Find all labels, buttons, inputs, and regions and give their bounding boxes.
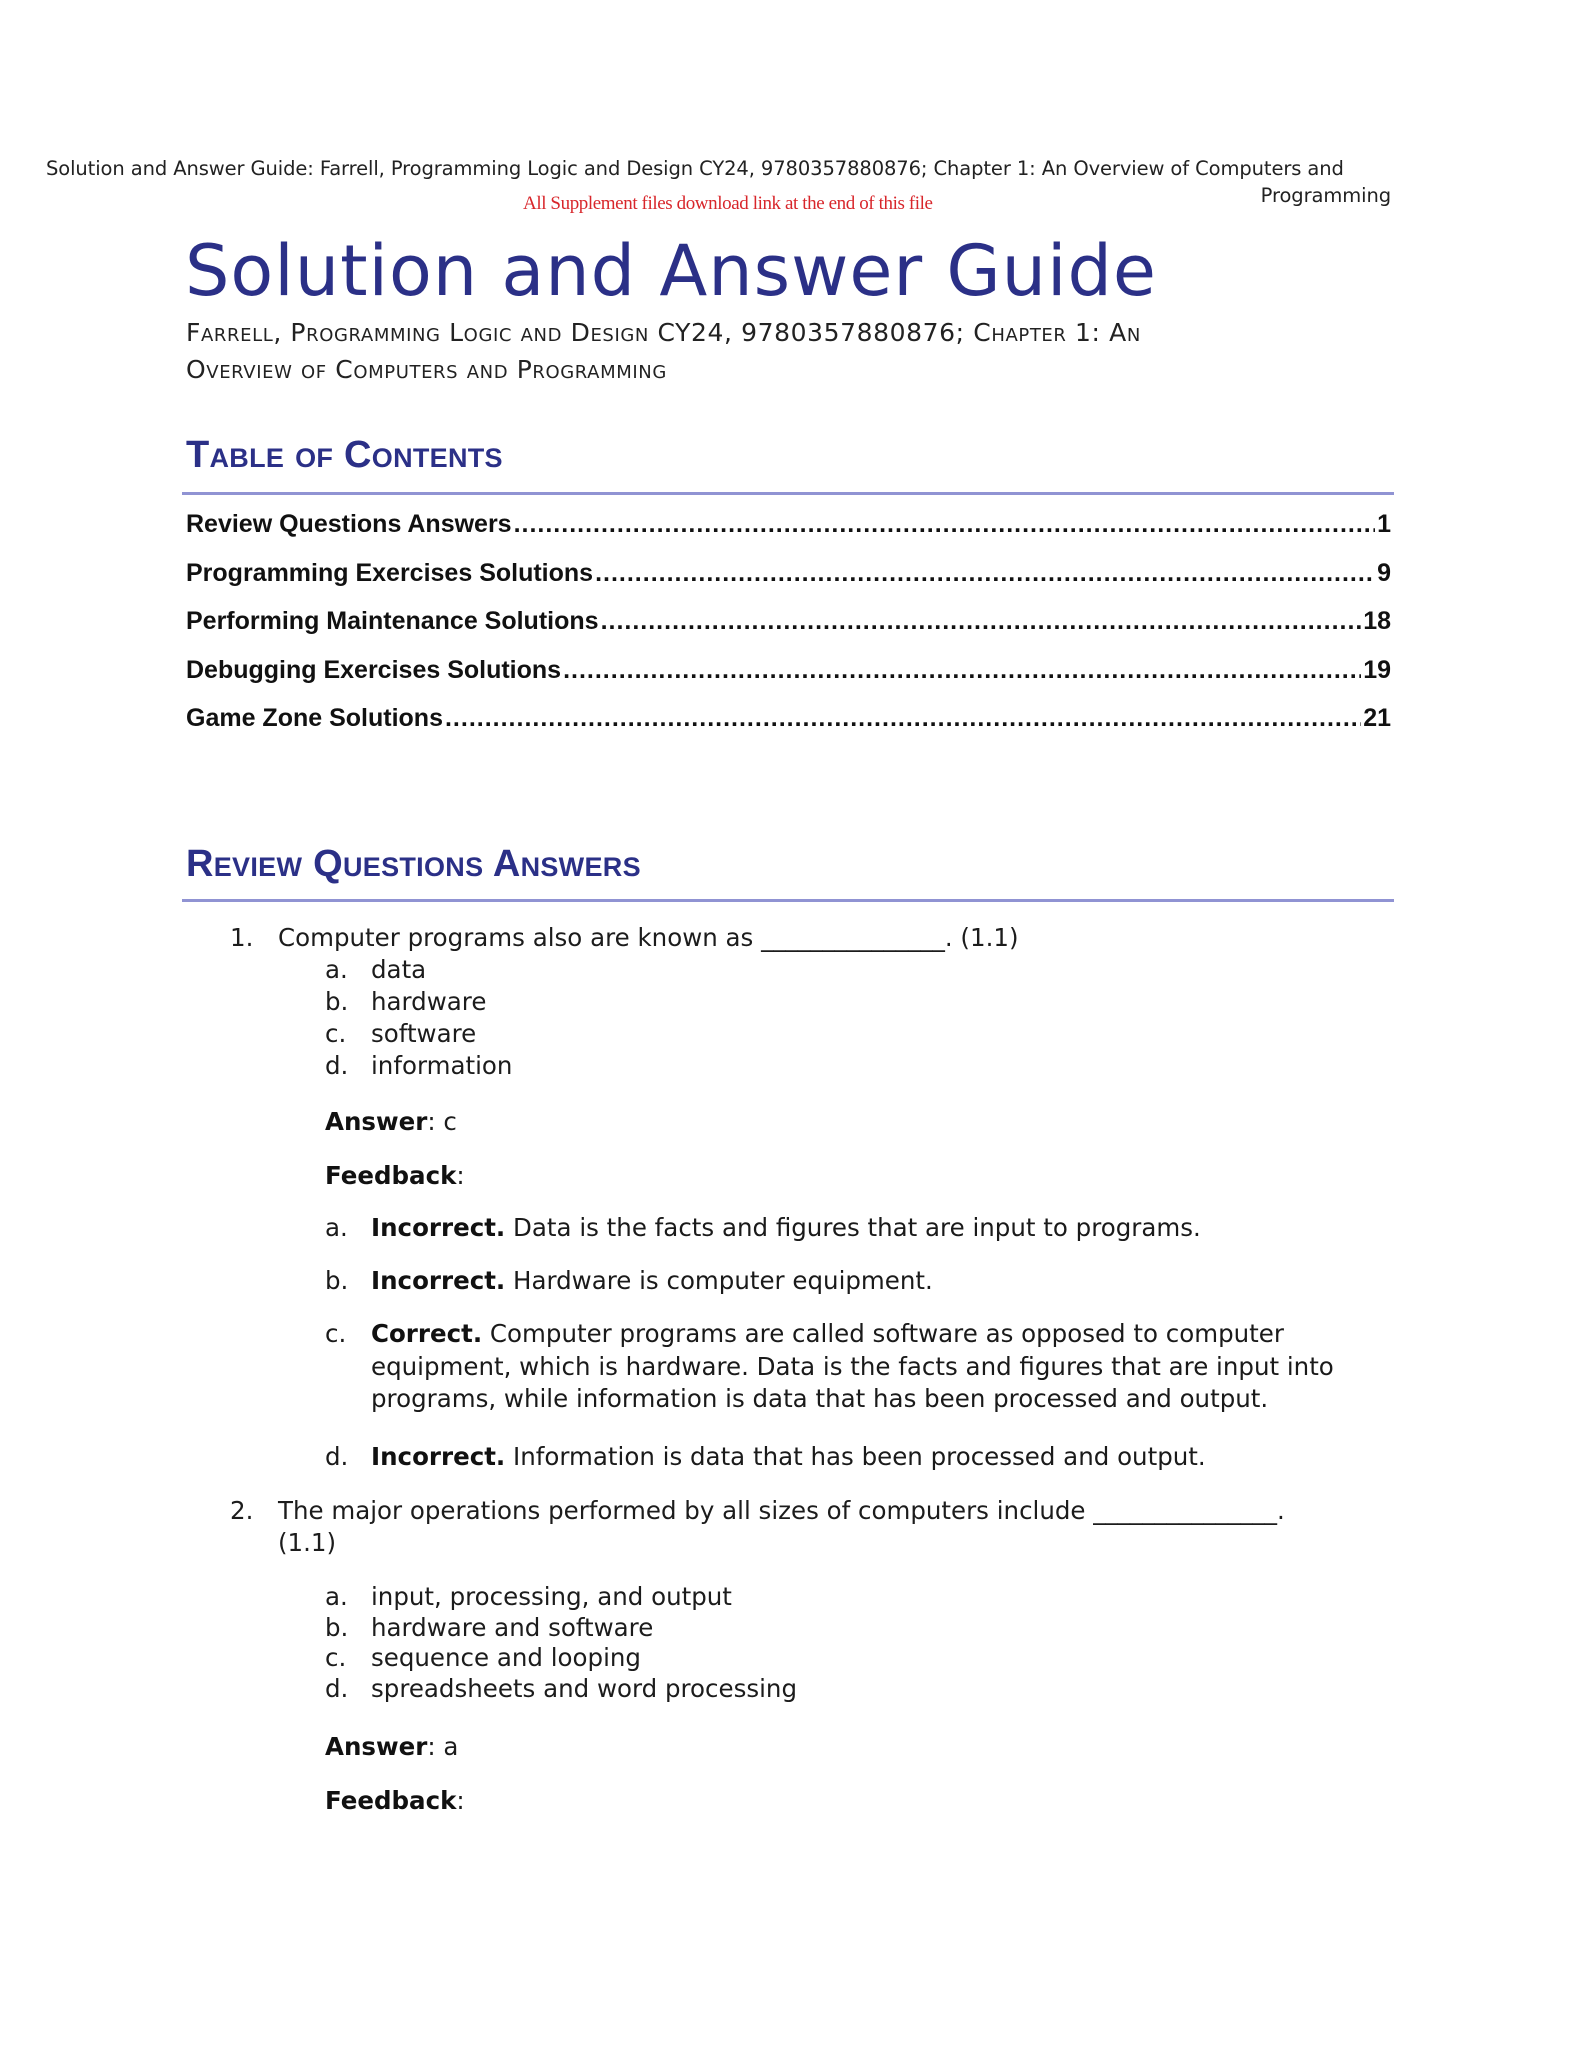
toc-entry-page[interactable]: 21 (1363, 704, 1391, 732)
document-subtitle (186, 314, 1386, 388)
toc-entry-label[interactable]: Review Questions Answers (186, 510, 512, 538)
question-text-line1: The major operations performed by all sizes of computers include _______________. (278, 1496, 1285, 1525)
option-a (325, 954, 925, 986)
option-b (325, 1613, 1025, 1644)
option-letter: a. (325, 955, 348, 984)
feedback-text: Computer programs are called software as opposed to computer equipment, which is hardware. Data is the facts and figures that are input into programs, while information is data that has been processed and output. (371, 1319, 1334, 1413)
option-d (325, 1674, 1025, 1705)
option-b (325, 986, 925, 1018)
toc-entry-page[interactable]: 1 (1377, 510, 1391, 538)
option-letter: d. (325, 1051, 349, 1080)
question-2-feedback-label (325, 1785, 465, 1817)
question-1-answer (325, 1106, 457, 1138)
option-letter: c. (325, 1643, 347, 1672)
option-text: hardware (371, 987, 487, 1016)
option-text: spreadsheets and word processing (371, 1673, 798, 1703)
feedback-verdict: Incorrect. (371, 1266, 506, 1295)
option-c (325, 1018, 925, 1050)
feedback-colon: : (456, 1786, 465, 1815)
option-letter: b. (325, 1612, 349, 1642)
question-2-options (325, 1582, 1025, 1704)
feedback-letter: a. (325, 1213, 348, 1242)
toc-dot-leader (445, 704, 1361, 733)
answer-label: Answer (325, 1732, 428, 1761)
feedback-text: Information is data that has been processed and output. (505, 1442, 1206, 1471)
toc-divider (182, 492, 1394, 495)
question-number: 2. (230, 1496, 254, 1525)
answer-value: : c (427, 1107, 457, 1136)
answer-value: : a (427, 1732, 459, 1761)
toc-entry-game-zone[interactable] (186, 704, 1391, 753)
question-1-options (325, 954, 925, 1082)
table-of-contents (186, 510, 1391, 753)
feedback-item-c (325, 1318, 1380, 1416)
question-2-answer (325, 1731, 458, 1763)
toc-entry-programming-exercises[interactable] (186, 559, 1391, 608)
option-text: information (371, 1051, 513, 1080)
option-letter: b. (325, 987, 349, 1016)
option-text: sequence and looping (371, 1643, 641, 1672)
document-title: Solution and Answer Guide (185, 230, 1157, 312)
toc-entry-page[interactable]: 18 (1363, 607, 1391, 635)
feedback-letter: c. (325, 1319, 347, 1348)
feedback-verdict: Correct. (371, 1319, 483, 1348)
running-header-line2: Programming (1260, 184, 1391, 207)
option-a (325, 1582, 1025, 1613)
option-d (325, 1050, 925, 1082)
review-questions-divider (182, 899, 1394, 902)
option-letter: d. (325, 1673, 349, 1703)
feedback-verdict: Incorrect. (371, 1213, 506, 1242)
toc-dot-leader (601, 607, 1362, 636)
feedback-label: Feedback (325, 1161, 457, 1190)
question-text-line2: (1.1) (278, 1528, 337, 1557)
supplement-download-note: All Supplement files download link at the end of this file (523, 193, 933, 214)
toc-entry-page[interactable]: 19 (1363, 655, 1391, 684)
toc-entry-performing-maintenance[interactable] (186, 607, 1391, 656)
question-number: 1. (230, 923, 254, 952)
review-questions-heading: Review Questions Answers (186, 843, 641, 885)
toc-dot-leader (514, 510, 1375, 539)
option-letter: c. (325, 1019, 347, 1048)
feedback-colon: : (456, 1161, 465, 1190)
feedback-label: Feedback (325, 1786, 457, 1815)
toc-entry-label[interactable]: Performing Maintenance Solutions (186, 607, 599, 635)
feedback-item-a (325, 1212, 1375, 1245)
toc-dot-leader (563, 656, 1361, 685)
answer-label: Answer (325, 1107, 428, 1136)
option-text: data (371, 955, 427, 984)
toc-entry-label[interactable]: Debugging Exercises Solutions (186, 655, 562, 684)
question-text: Computer programs also are known as _______________. (1.1) (278, 923, 1019, 952)
document-subtitle-line1: Farrell, Programming Logic and Design CY24, 9780357880876; Chapter 1: An (186, 318, 1141, 347)
running-header-line1: Solution and Answer Guide: Farrell, Programming Logic and Design CY24, 9780357880876; Chapter 1: An Overview of Computers and (46, 157, 1344, 180)
feedback-text: Hardware is computer equipment. (505, 1266, 933, 1295)
toc-heading: Table of Contents (186, 434, 503, 476)
toc-entry-review-questions[interactable] (186, 510, 1391, 559)
option-letter: a. (325, 1582, 348, 1611)
toc-entry-label[interactable]: Programming Exercises Solutions (186, 558, 594, 587)
toc-entry-page[interactable]: 9 (1377, 558, 1391, 587)
feedback-item-d (325, 1441, 1375, 1474)
feedback-letter: b. (325, 1266, 349, 1295)
option-text: input, processing, and output (371, 1582, 732, 1611)
option-text: software (371, 1019, 477, 1048)
feedback-item-b (325, 1265, 1375, 1298)
toc-entry-debugging-exercises[interactable] (186, 656, 1391, 705)
feedback-verdict: Incorrect. (371, 1442, 506, 1471)
feedback-letter: d. (325, 1442, 349, 1471)
question-1-feedback-label (325, 1160, 465, 1192)
document-subtitle-line2: Overview of Computers and Programming (186, 355, 667, 384)
option-text: hardware and software (371, 1612, 654, 1642)
toc-entry-label[interactable]: Game Zone Solutions (186, 704, 443, 732)
toc-dot-leader (595, 559, 1375, 588)
option-c (325, 1643, 1025, 1674)
feedback-text: Data is the facts and figures that are input to programs. (505, 1213, 1201, 1242)
